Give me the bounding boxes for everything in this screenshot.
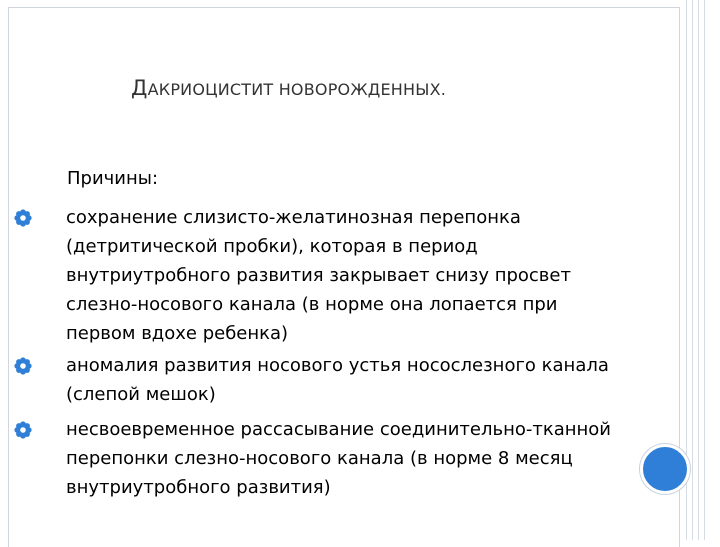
decorative-circle: [640, 444, 690, 494]
causes-heading: Причины:: [67, 168, 159, 189]
gear-flower-icon: [14, 209, 32, 227]
list-item-text: сохранение слизисто-желатинозная перепонка (детритической пробки), которая в период внутриутробного развития закрывает снизу просвет слезно-носового канала (в норме она лопается при первом вдохе ребенка): [66, 207, 571, 344]
side-rule: [698, 0, 699, 540]
title-first-letter: Д: [131, 76, 148, 100]
title-word-2: НОВОРОЖДЕННЫХ.: [278, 80, 447, 99]
list-item-text: аномалия развития носового устья носослезного канала (слепой мешок): [66, 355, 609, 405]
list-item-text: несвоевременное рассасывание соединительно-тканной перепонки слезно-носового канала (в норме 8 месяц внутриутробного развития): [66, 419, 612, 498]
gear-flower-icon: [14, 357, 32, 375]
gear-flower-icon: [14, 421, 32, 439]
side-rule: [692, 0, 693, 540]
title-word-1: АКРИОЦИСТИТ: [147, 80, 274, 99]
slide-title: [131, 76, 446, 100]
side-rule: [704, 0, 705, 540]
